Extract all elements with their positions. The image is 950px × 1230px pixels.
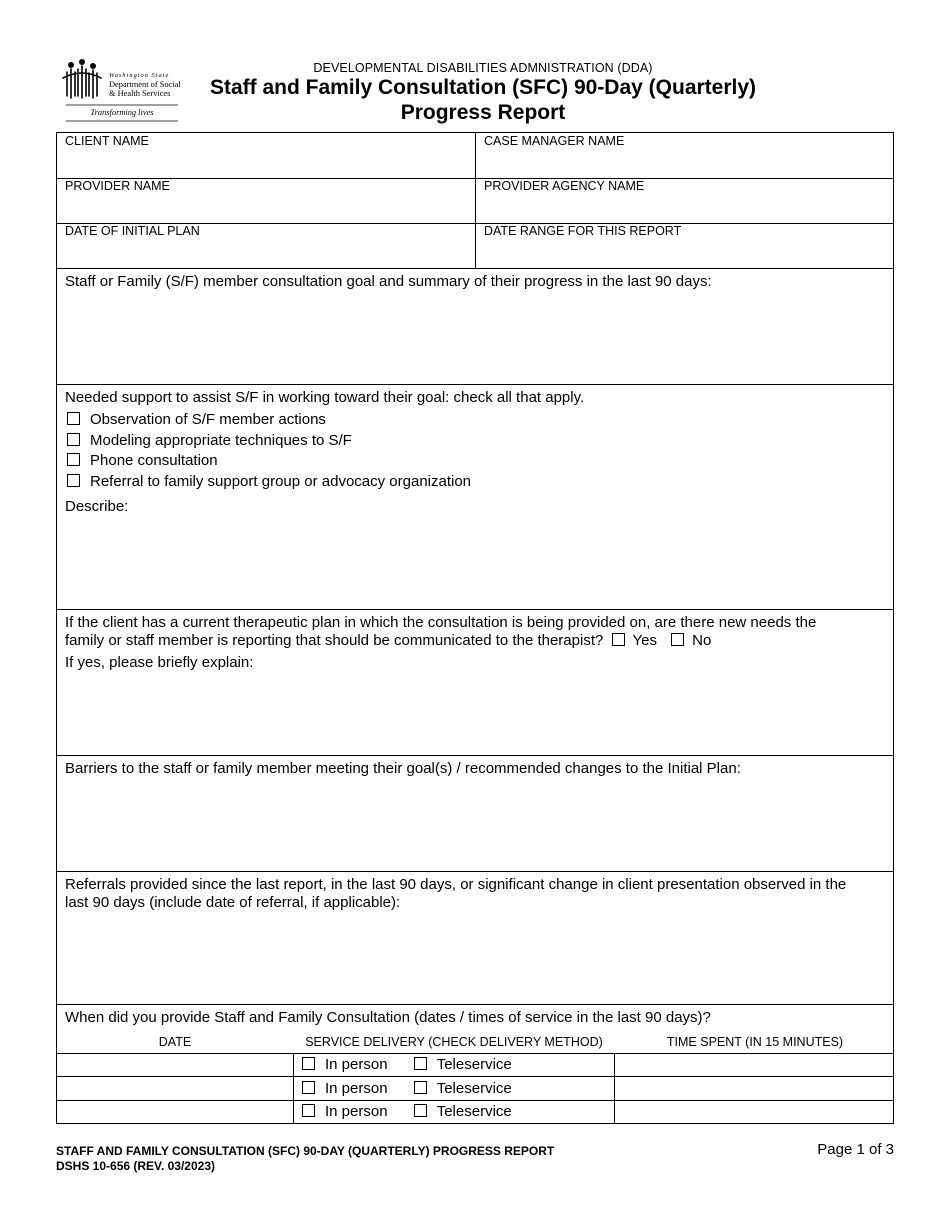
yes-checkbox[interactable] <box>612 633 625 646</box>
therapeutic-plan-prompt-2: family or staff member is reporting that should be communicated to the therapist? Yes No <box>65 632 712 649</box>
agency-name: DEVELOPMENTAL DISABILITIES ADMNISTRATION (DDA) <box>313 61 653 75</box>
logo-state-text: Washington State <box>109 72 170 79</box>
report-date-range-label: DATE RANGE FOR THIS REPORT <box>484 224 682 238</box>
explain-label: If yes, please briefly explain: <box>65 654 254 671</box>
describe-label: Describe: <box>65 498 129 515</box>
case-manager-name-field[interactable] <box>476 133 894 178</box>
family-figures-icon <box>63 59 101 98</box>
observation-checkbox[interactable] <box>67 412 80 425</box>
client-name-label: CLIENT NAME <box>65 134 149 148</box>
time-spent-field[interactable] <box>615 1054 894 1076</box>
therapeutic-plan-prompt: If the client has a current therapeutic plan in which the consultation is being provided on, are there new needs the <box>65 614 817 631</box>
time-spent-column-header: TIME SPENT (IN 15 MINUTES) <box>666 1035 844 1049</box>
report-form <box>56 132 894 1124</box>
in-person-checkbox[interactable] <box>302 1081 315 1094</box>
provider-agency-name-label: PROVIDER AGENCY NAME <box>484 179 645 193</box>
goal-progress-field[interactable] <box>57 295 893 383</box>
section-divider <box>57 871 893 872</box>
provider-name-field[interactable] <box>57 179 475 223</box>
logo-department-text-2: & Health Services <box>109 89 171 98</box>
describe-field[interactable] <box>57 519 893 607</box>
table-column-divider <box>293 1053 294 1123</box>
initial-plan-date-label: DATE OF INITIAL PLAN <box>65 224 200 238</box>
time-spent-field[interactable] <box>615 1077 894 1100</box>
barriers-field[interactable] <box>57 781 893 869</box>
section-divider <box>57 384 893 385</box>
client-name-field[interactable] <box>57 133 475 178</box>
in-person-checkbox[interactable] <box>302 1057 315 1070</box>
section-divider <box>57 755 893 756</box>
support-option-referral: Referral to family support group or advocacy organization <box>67 472 471 492</box>
service-date-field[interactable] <box>57 1077 293 1100</box>
support-option-observation: Observation of S/F member actions <box>67 410 326 430</box>
teleservice-checkbox[interactable] <box>414 1104 427 1117</box>
logo-tagline: Transforming lives <box>90 108 154 117</box>
section-divider <box>57 1004 893 1005</box>
logo-department-text: Department of Social <box>109 80 181 89</box>
delivery-column-header: SERVICE DELIVERY (CHECK DELIVERY METHOD) <box>305 1035 603 1049</box>
service-log-prompt: When did you provide Staff and Family Consultation (dates / times of service in the last 90 days)? <box>65 1009 711 1026</box>
referrals-field[interactable] <box>57 915 893 1002</box>
barriers-prompt: Barriers to the staff or family member meeting their goal(s) / recommended changes to the Initial Plan: <box>65 760 741 777</box>
teleservice-checkbox[interactable] <box>414 1081 427 1094</box>
case-manager-name-label: CASE MANAGER NAME <box>484 134 625 148</box>
goal-progress-prompt: Staff or Family (S/F) member consultation goal and summary of their progress in the last 90 days: <box>65 273 712 290</box>
table-row: In person Teleservice <box>302 1103 512 1121</box>
initial-plan-date-field[interactable] <box>57 224 475 268</box>
referrals-prompt-2: last 90 days (include date of referral, if applicable): <box>65 894 401 911</box>
row-divider <box>57 268 893 269</box>
teleservice-checkbox[interactable] <box>414 1057 427 1070</box>
support-option-modeling: Modeling appropriate techniques to S/F <box>67 431 352 451</box>
table-row: In person Teleservice <box>302 1080 512 1098</box>
phone-consultation-checkbox[interactable] <box>67 453 80 466</box>
footer-form-title: STAFF AND FAMILY CONSULTATION (SFC) 90-DAY (QUARTERLY) PROGRESS REPORT <box>56 1144 555 1158</box>
no-checkbox[interactable] <box>671 633 684 646</box>
needed-support-prompt: Needed support to assist S/F in working toward their goal: check all that apply. <box>65 389 585 406</box>
section-divider <box>57 609 893 610</box>
report-date-range-field[interactable] <box>476 224 894 268</box>
footer-form-number: DSHS 10-656 (REV. 03/2023) <box>56 1159 215 1173</box>
explain-field[interactable] <box>57 675 893 753</box>
page-title-line-2: Progress Report <box>400 101 566 124</box>
page-number: Page 1 of 3 <box>817 1141 894 1158</box>
page-title: Staff and Family Consultation (SFC) 90-Day (Quarterly) <box>209 76 757 99</box>
referral-checkbox[interactable] <box>67 474 80 487</box>
table-row: In person Teleservice <box>302 1056 512 1074</box>
time-spent-field[interactable] <box>615 1101 894 1123</box>
provider-name-label: PROVIDER NAME <box>65 179 170 193</box>
support-option-phone: Phone consultation <box>67 451 218 471</box>
service-date-field[interactable] <box>57 1101 293 1123</box>
service-date-field[interactable] <box>57 1054 293 1076</box>
modeling-checkbox[interactable] <box>67 433 80 446</box>
in-person-checkbox[interactable] <box>302 1104 315 1117</box>
provider-agency-name-field[interactable] <box>476 179 894 223</box>
dshs-logo <box>60 58 182 124</box>
referrals-prompt: Referrals provided since the last report, in the last 90 days, or significant change in client presentation observed in the <box>65 876 847 893</box>
date-column-header: DATE <box>158 1035 192 1049</box>
